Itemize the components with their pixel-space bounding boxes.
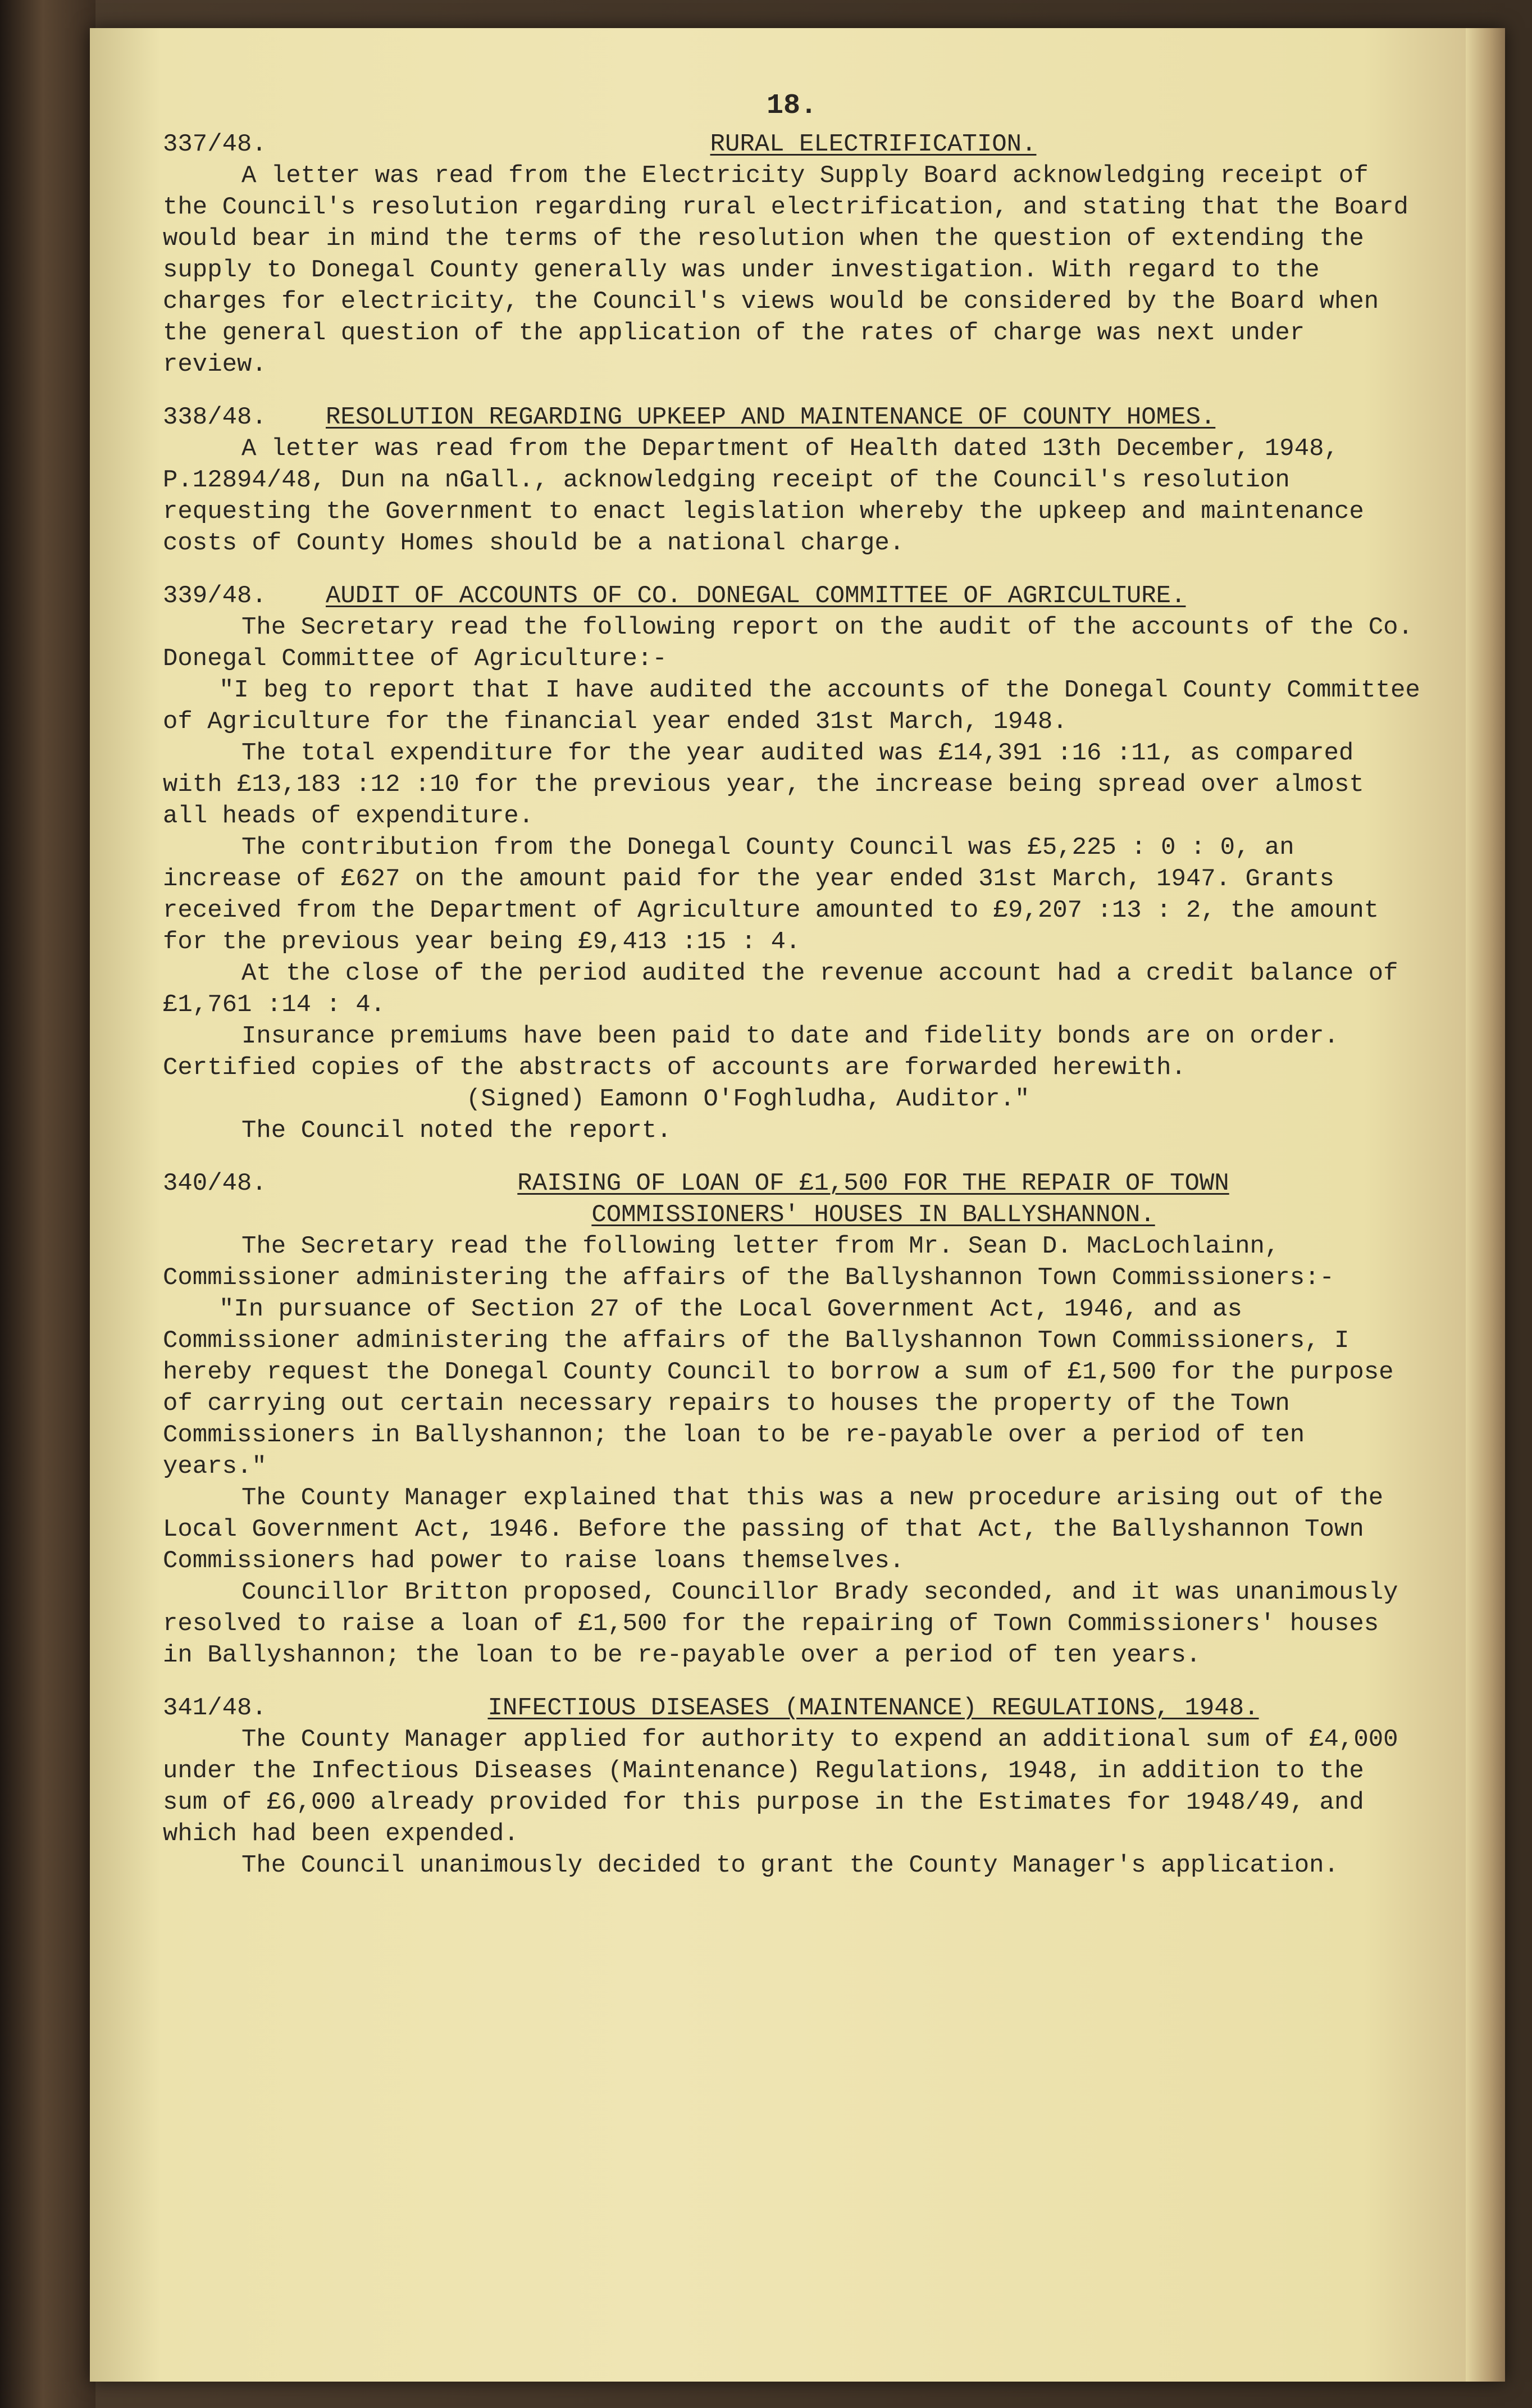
- paragraph: Insurance premiums have been paid to date and fidelity bonds are on order. Certified copies of the abstracts of accounts are forwarded herewith.: [163, 1022, 1354, 1082]
- minute-number: 341/48.: [163, 1694, 267, 1722]
- paragraph: The Council unanimously decided to grant the County Manager's application.: [241, 1851, 1339, 1879]
- paragraph: The total expenditure for the year audited was £14,391 :16 :11, as compared with £13,183 :12 :10 for the previous year, the increase being spread over almost all heads of expenditure.: [163, 739, 1379, 830]
- paragraph: The contribution from the Donegal County Council was £5,225 : 0 : 0, an increase of £627 on the amount paid for the year ended 31st March, 1947. Grants received from the Department of Agriculture amounted to £9,207 :13 : 2, the amount for the previous year being £9,413 :15 : 4.: [163, 834, 1394, 956]
- paragraph: The Secretary read the following report on the audit of the accounts of the Co. Donegal Committee of Agriculture:-: [163, 613, 1428, 673]
- paragraph: The County Manager explained that this was a new procedure arising out of the Local Government Act, 1946. Before the passing of that Act, the Ballyshannon Town Commissioners had power to raise loans themselves.: [163, 1484, 1398, 1575]
- minute-title: INFECTIOUS DISEASES (MAINTENANCE) REGULATIONS, 1948.: [487, 1694, 1259, 1722]
- minute-title-line: COMMISSIONERS' HOUSES IN BALLYSHANNON.: [591, 1201, 1155, 1229]
- minute-title: RURAL ELECTRIFICATION.: [710, 130, 1037, 158]
- document-page: [90, 28, 1505, 2382]
- paragraph: A letter was read from the Department of Health dated 13th December, 1948, P.12894/48, Dun na nGall., acknowledging receipt of the Council's resolution requesting the Government to enact legislation whereby the upkeep and maintenance costs of County Homes should be a national charge.: [163, 435, 1379, 557]
- minute-341: [163, 1692, 1421, 1881]
- minute-337: [163, 129, 1424, 380]
- paragraph: "In pursuance of Section 27 of the Local Government Act, 1946, and as Commissioner administering the affairs of the Ballyshannon Town Commissioners, I hereby request the Donegal County Council to borrow a sum of £1,500 for the purpose of carrying out certain necessary repairs to houses the property of the Town Commissioners in Ballyshannon; the loan to be re-payable over a period of ten years.": [163, 1295, 1408, 1481]
- paragraph: The County Manager applied for authority to expend an additional sum of £4,000 under the Infectious Diseases (Maintenance) Regulations, 1948, in addition to the sum of £6,000 already provided for this purpose in the Estimates for 1948/49, and which had been expended.: [163, 1726, 1413, 1848]
- paragraph: "I beg to report that I have audited the accounts of the Donegal County Committee of Agriculture for the financial year ended 31st March, 1948.: [163, 676, 1435, 736]
- minute-title: AUDIT OF ACCOUNTS OF CO. DONEGAL COMMITTEE OF AGRICULTURE.: [326, 582, 1186, 610]
- page-content: [163, 90, 1435, 1902]
- auditor-signature: (Signed) Eamonn O'Foghludha, Auditor.": [466, 1085, 1030, 1113]
- book-binding: [0, 0, 95, 2408]
- paragraph: At the close of the period audited the revenue account had a credit balance of £1,761 :14 : 4.: [163, 959, 1413, 1019]
- minute-number: 340/48.: [163, 1169, 267, 1198]
- minute-title: RESOLUTION REGARDING UPKEEP AND MAINTENANCE OF COUNTY HOMES.: [326, 403, 1216, 431]
- minute-338: [163, 402, 1421, 559]
- paragraph: A letter was read from the Electricity Supply Board acknowledging receipt of the Council's resolution regarding rural electrification, and stating that the Board would bear in mind the terms of the resolution when the question of extending the supply to Donegal County generally was under investigation. With regard to the charges for electricity, the Council's views would be considered by the Board when the general question of the application of the rates of charge was next under review.: [163, 162, 1424, 379]
- page-edge: [1466, 28, 1505, 2382]
- paragraph: Councillor Britton proposed, Councillor Brady seconded, and it was unanimously resolved to raise a loan of £1,500 for the repairing of Town Commissioners' houses in Ballyshannon; the loan to be re-payable over a period of ten years.: [163, 1578, 1413, 1669]
- minute-number: 338/48.: [163, 403, 267, 431]
- paragraph-closing: The Council noted the report.: [241, 1117, 672, 1145]
- paragraph: The Secretary read the following letter from Mr. Sean D. MacLochlainn, Commissioner administering the affairs of the Ballyshannon Town Commissioners:-: [163, 1232, 1334, 1292]
- minute-number: 337/48.: [163, 130, 267, 158]
- minute-title: [326, 1168, 1421, 1231]
- minute-title-line: RAISING OF LOAN OF £1,500 FOR THE REPAIR OF TOWN: [517, 1169, 1229, 1198]
- page-number: 18.: [766, 90, 817, 122]
- minute-340: [163, 1168, 1421, 1671]
- minute-339: [163, 580, 1435, 1146]
- minute-number: 339/48.: [163, 582, 267, 610]
